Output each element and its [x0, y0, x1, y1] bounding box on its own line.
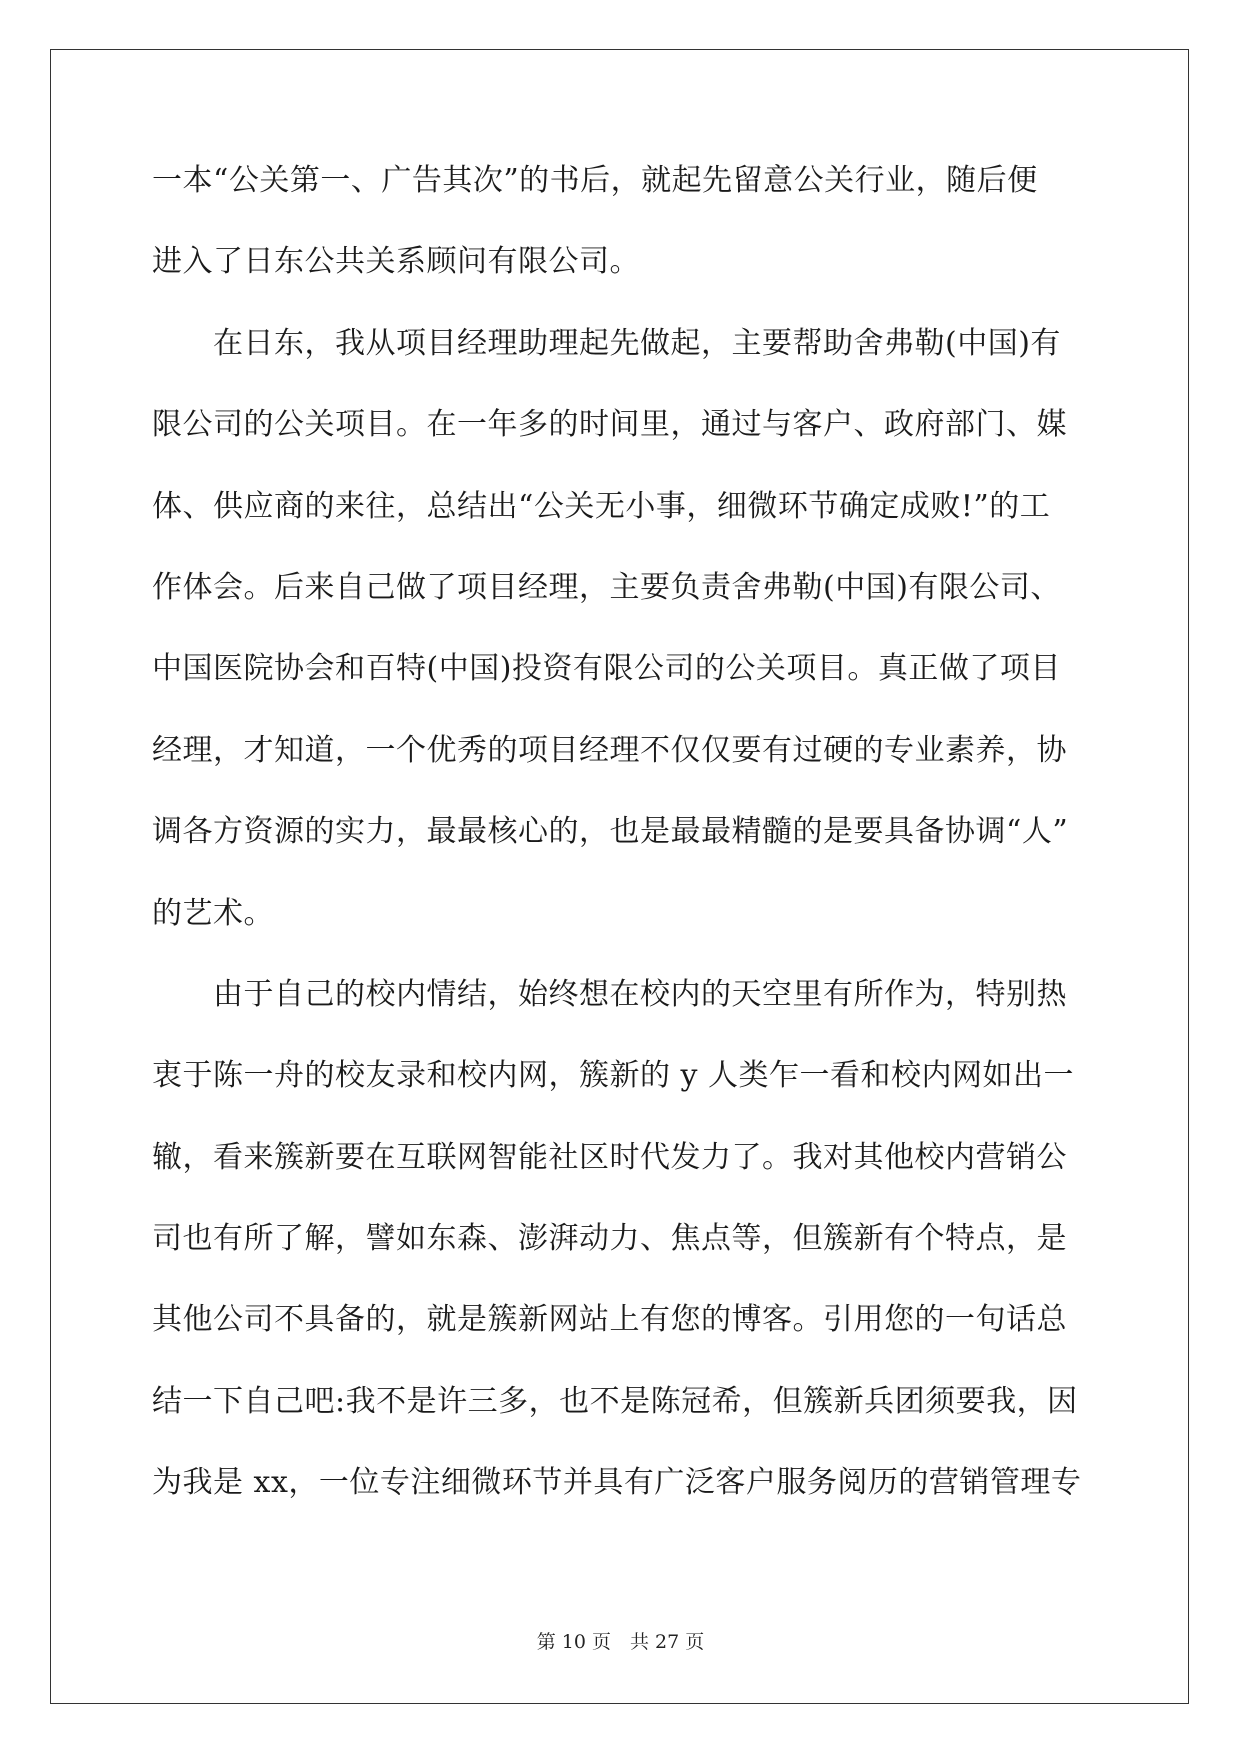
text-line: 一本“公关第一、广告其次”的书后，就起先留意公关行业，随后便: [152, 163, 1038, 198]
text-line: 由于自己的校内情结，始终想在校内的天空里有所作为，特别热: [152, 976, 1067, 1012]
text-line: 限公司的公关项目。在一年多的时间里，通过与客户、政府部门、媒: [152, 407, 1067, 443]
text-line: 司也有所了解，譬如东森、澎湃动力、焦点等，但簇新有个特点，是: [152, 1221, 1067, 1257]
text-line: 辙，看来簇新要在互联网智能社区时代发力了。我对其他校内营销公: [152, 1139, 1067, 1175]
text-line: 进入了日东公共关系顾问有限公司。: [152, 244, 640, 280]
text-line: 在日东，我从项目经理助理起先做起，主要帮助舍弗勒(中国)有: [152, 325, 1061, 361]
text-line: 作体会。后来自己做了项目经理，主要负责舍弗勒(中国)有限公司、: [152, 569, 1061, 605]
text-line: 衷于陈一舟的校友录和校内网，簇新的 y 人类乍一看和校内网如出一: [152, 1058, 1075, 1094]
text-line: 为我是 xx，一位专注细微环节并具有广泛客户服务阅历的营销管理专: [152, 1465, 1082, 1501]
text-line: 中国医院协会和百特(中国)投资有限公司的公关项目。真正做了项目: [152, 651, 1061, 687]
text-line: 其他公司不具备的，就是簇新网站上有您的博客。引用您的一句话总: [152, 1302, 1067, 1338]
text-line: 体、供应商的来往，总结出“公关无小事，细微环节确定成败!”的工: [152, 488, 1051, 524]
text-line: 经理，才知道，一个优秀的项目经理不仅仅要有过硬的专业素养，协: [152, 732, 1067, 768]
text-line: 结一下自己吧:我不是许三多，也不是陈冠希，但簇新兵团须要我，因: [152, 1383, 1078, 1419]
document-body: [152, 161, 1092, 1545]
page-number-footer: 第 10 页 共 27 页: [536, 1631, 705, 1653]
text-line: 的艺术。: [152, 895, 274, 931]
text-line: 调各方资源的实力，最最核心的，也是最最精髓的是要具备协调“人”: [152, 814, 1069, 850]
